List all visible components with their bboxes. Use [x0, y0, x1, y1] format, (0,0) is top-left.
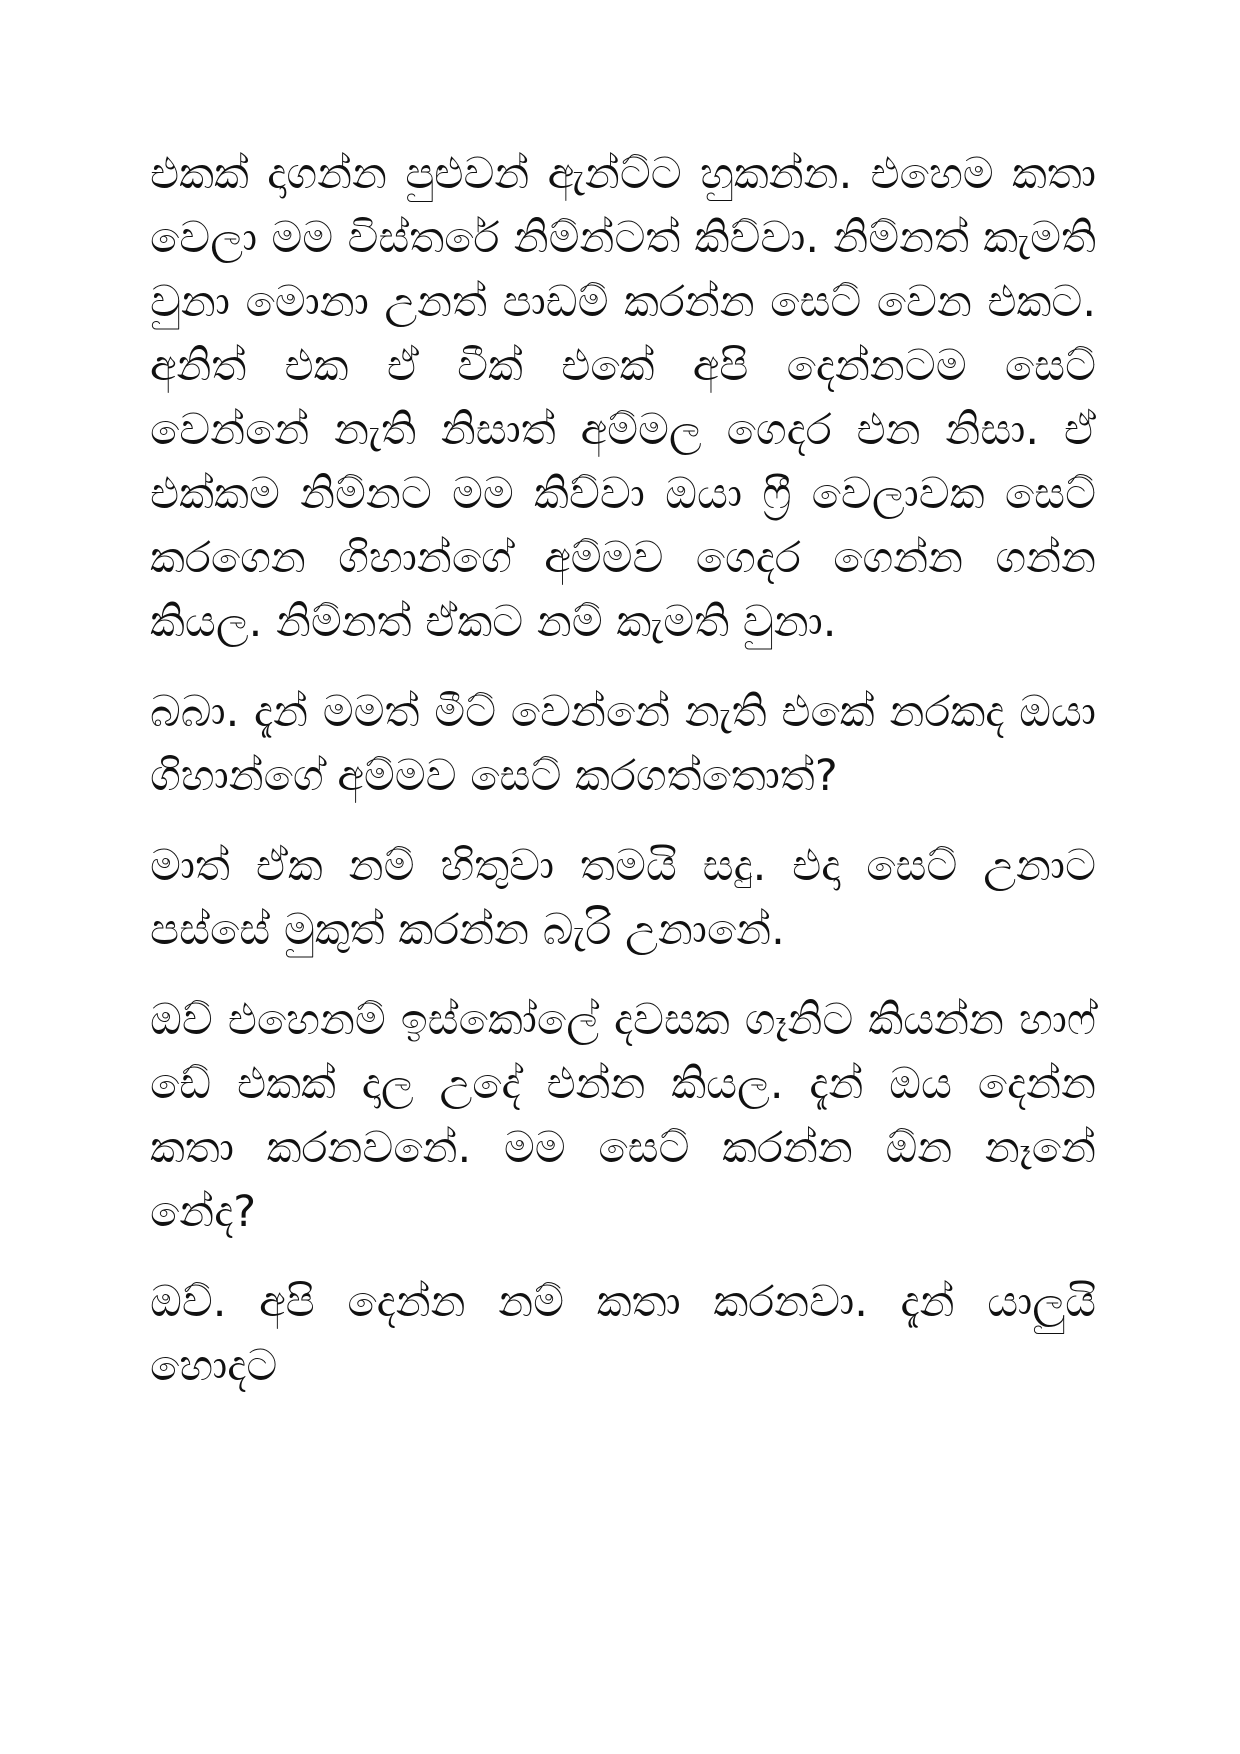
paragraph-5: ඔව්. අපි දෙන්න නම් කතා කරනවා. දැන් යාලුයි හොදට — [150, 1277, 1096, 1391]
paragraph-1: එකක් දාගන්න පුළුවන් ඇන්ට්ට හුකන්න. එහෙම කතා වෙලා මම විස්තරේ නිම්න්ටත් කිව්වා. නිම්නත් කැමති වුනා මොනා උනත් පාඩම් කරන්න සෙට් වෙන එකට. අනිත් එක ඒ වීක් එකේ අපි දෙන්නටම සෙට් වෙන්නේ නැති නිසාත් අම්මල ගෙදර එන නිසා. ඒ එක්කම නිම්නට මම කිව්වා ඔයා ෆ්‍රී වෙලාවක සෙට් කරගෙන ගිහාන්ගේ අම්මව ගෙදර ගෙන්න ගන්න කියල. නිම්නත් ඒකට නම් කැමති වුනා. — [150, 149, 1096, 647]
body-text — [150, 142, 1096, 1424]
paragraph-2: බබා. දැන් මමත් මීට් වෙන්නේ නැති එකේ නරකද ඔයා ගිහාන්ගේ අම්මව සෙට් කරගත්තොත්? — [150, 687, 1096, 801]
paragraph-3: මාත් ඒක නම් හිතුවා තමයි සදු. එදා සෙට් උනාට පස්සේ මුකුත් කරන්න බැරි උනානේ. — [150, 841, 1096, 955]
paragraph-4: ඔව් එහෙනම් ඉස්කෝලේ දවසක ගෑනිට කියන්න හාෆ් ඩේ එකක් දාල උදේ එන්න කියල. දැන් ඔය දෙන්න කතා කරනවනේ. මම සෙට් කරන්න ඕන නෑනේ නේද? — [150, 995, 1096, 1237]
